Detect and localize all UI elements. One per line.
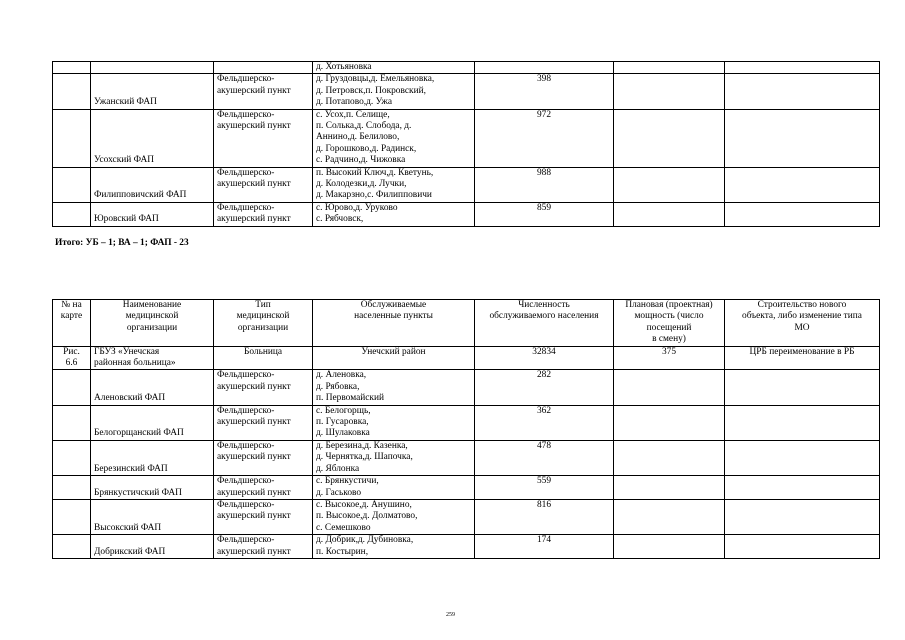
- cell-settlements: д. Аленовка, д. Рябовка, п. Первомайский: [313, 370, 475, 405]
- cell-construction: [725, 109, 880, 167]
- cell-capacity: [614, 62, 725, 74]
- cell-name: Ужанский ФАП: [91, 74, 214, 109]
- table-row: [53, 476, 880, 500]
- cell-capacity: [614, 370, 725, 405]
- cell-construction: [725, 440, 880, 475]
- cell-capacity: [614, 109, 725, 167]
- table-row: [53, 370, 880, 405]
- cell-settlements: п. Высокий Ключ,д. Кветунь, д. Колодезки,д. Лучки, д. Макарзно,с. Филипповичи: [313, 167, 475, 202]
- table-row: [53, 535, 880, 559]
- cell-construction: [725, 476, 880, 500]
- cell-name: Усохский ФАП: [91, 109, 214, 167]
- cell-num: [53, 476, 91, 500]
- cell-settlements: с. Белогорщь, п. Гусаровка, д. Шулаковка: [313, 405, 475, 440]
- cell-capacity: [614, 440, 725, 475]
- cell-construction: ЦРБ переименование в РБ: [725, 346, 880, 370]
- cell-name: Юровский ФАП: [91, 202, 214, 226]
- cell-num: [53, 74, 91, 109]
- cell-num: [53, 499, 91, 534]
- table-row: [53, 167, 880, 202]
- cell-construction: [725, 499, 880, 534]
- header-capacity: Плановая (проектная) мощность (число посещений в смену): [614, 300, 725, 347]
- cell-population: 398: [475, 74, 614, 109]
- cell-construction: [725, 405, 880, 440]
- page-number: 259: [446, 612, 455, 618]
- cell-settlements: с. Усох,п. Селище, п. Солька,д. Слобода, д. Аннино,д. Белилово, д. Горошково,д. Радинск, с. Радчино,д. Чижовка: [313, 109, 475, 167]
- cell-population: [475, 62, 614, 74]
- header-construction: Строительство нового объекта, либо изменение типа МО: [725, 300, 880, 347]
- cell-name: Аленовский ФАП: [91, 370, 214, 405]
- cell-settlements: с. Высокое,д. Анушино, п. Высокое,д. Долматово, с. Семешково: [313, 499, 475, 534]
- table-row: [53, 62, 880, 74]
- table-row: [53, 74, 880, 109]
- cell-settlements: с. Юрово,д. Уруково с. Рябчовск,: [313, 202, 475, 226]
- cell-capacity: 375: [614, 346, 725, 370]
- cell-capacity: [614, 202, 725, 226]
- cell-population: 478: [475, 440, 614, 475]
- table-row: [53, 346, 880, 370]
- cell-name: ГБУЗ «Унечская районная больница»: [91, 346, 214, 370]
- cell-num: Рис. 6.6: [53, 346, 91, 370]
- cell-type: Фельдшерско- акушерский пункт: [214, 109, 313, 167]
- cell-population: 362: [475, 405, 614, 440]
- table-continuation: [52, 61, 880, 227]
- cell-population: 559: [475, 476, 614, 500]
- table-header-row: [53, 300, 880, 347]
- cell-type: Фельдшерско- акушерский пункт: [214, 535, 313, 559]
- cell-capacity: [614, 499, 725, 534]
- cell-name: Березинский ФАП: [91, 440, 214, 475]
- header-name: Наименование медицинской организации: [91, 300, 214, 347]
- cell-num: [53, 440, 91, 475]
- cell-settlements: д. Хотьяновка: [313, 62, 475, 74]
- cell-type: Фельдшерско- акушерский пункт: [214, 499, 313, 534]
- header-population: Численность обслуживаемого населения: [475, 300, 614, 347]
- cell-capacity: [614, 405, 725, 440]
- cell-type: Фельдшерско- акушерский пункт: [214, 74, 313, 109]
- cell-name: [91, 62, 214, 74]
- cell-population: 282: [475, 370, 614, 405]
- header-num: № на карте: [53, 300, 91, 347]
- cell-type: Фельдшерско- акушерский пункт: [214, 202, 313, 226]
- cell-name: Добрикский ФАП: [91, 535, 214, 559]
- cell-construction: [725, 535, 880, 559]
- cell-settlements: д. Груздовцы,д. Емельяновка, д. Петровск,п. Покровский, д. Потапово,д. Ужа: [313, 74, 475, 109]
- cell-name: Белогорщанский ФАП: [91, 405, 214, 440]
- cell-settlements: д. Добрик,д. Дубиновка, п. Костырин,: [313, 535, 475, 559]
- cell-num: [53, 370, 91, 405]
- cell-population: 32834: [475, 346, 614, 370]
- table-row: [53, 109, 880, 167]
- cell-population: 816: [475, 499, 614, 534]
- table-row: [53, 202, 880, 226]
- cell-num: [53, 62, 91, 74]
- cell-num: [53, 167, 91, 202]
- cell-settlements: с. Брянкустичи, д. Гаськово: [313, 476, 475, 500]
- cell-capacity: [614, 167, 725, 202]
- cell-construction: [725, 167, 880, 202]
- total-line: Итого: УБ – 1; ВА – 1; ФАП - 23: [55, 238, 189, 248]
- header-settlements: Обслуживаемые населенные пункты: [313, 300, 475, 347]
- cell-name: Филипповичский ФАП: [91, 167, 214, 202]
- cell-construction: [725, 370, 880, 405]
- cell-type: Фельдшерско- акушерский пункт: [214, 370, 313, 405]
- cell-name: Высокский ФАП: [91, 499, 214, 534]
- cell-type: Фельдшерско- акушерский пункт: [214, 476, 313, 500]
- header-type: Тип медицинской организации: [214, 300, 313, 347]
- cell-num: [53, 535, 91, 559]
- cell-name: Брянкустичский ФАП: [91, 476, 214, 500]
- table-row: [53, 499, 880, 534]
- cell-capacity: [614, 74, 725, 109]
- cell-type: Фельдшерско- акушерский пункт: [214, 405, 313, 440]
- cell-num: [53, 109, 91, 167]
- cell-construction: [725, 74, 880, 109]
- cell-population: 988: [475, 167, 614, 202]
- cell-type: Фельдшерско- акушерский пункт: [214, 440, 313, 475]
- cell-settlements: Унечский район: [313, 346, 475, 370]
- cell-settlements: д. Березина,д. Казенка, д. Чернятка,д. Шапочка, д. Яблонка: [313, 440, 475, 475]
- cell-population: 174: [475, 535, 614, 559]
- cell-capacity: [614, 535, 725, 559]
- cell-num: [53, 202, 91, 226]
- table-medical-organizations: [52, 299, 880, 559]
- cell-population: 972: [475, 109, 614, 167]
- cell-type: [214, 62, 313, 74]
- cell-type: Больница: [214, 346, 313, 370]
- cell-num: [53, 405, 91, 440]
- cell-capacity: [614, 476, 725, 500]
- cell-population: 859: [475, 202, 614, 226]
- table-row: [53, 405, 880, 440]
- cell-type: Фельдшерско- акушерский пункт: [214, 167, 313, 202]
- cell-construction: [725, 62, 880, 74]
- table-row: [53, 440, 880, 475]
- cell-construction: [725, 202, 880, 226]
